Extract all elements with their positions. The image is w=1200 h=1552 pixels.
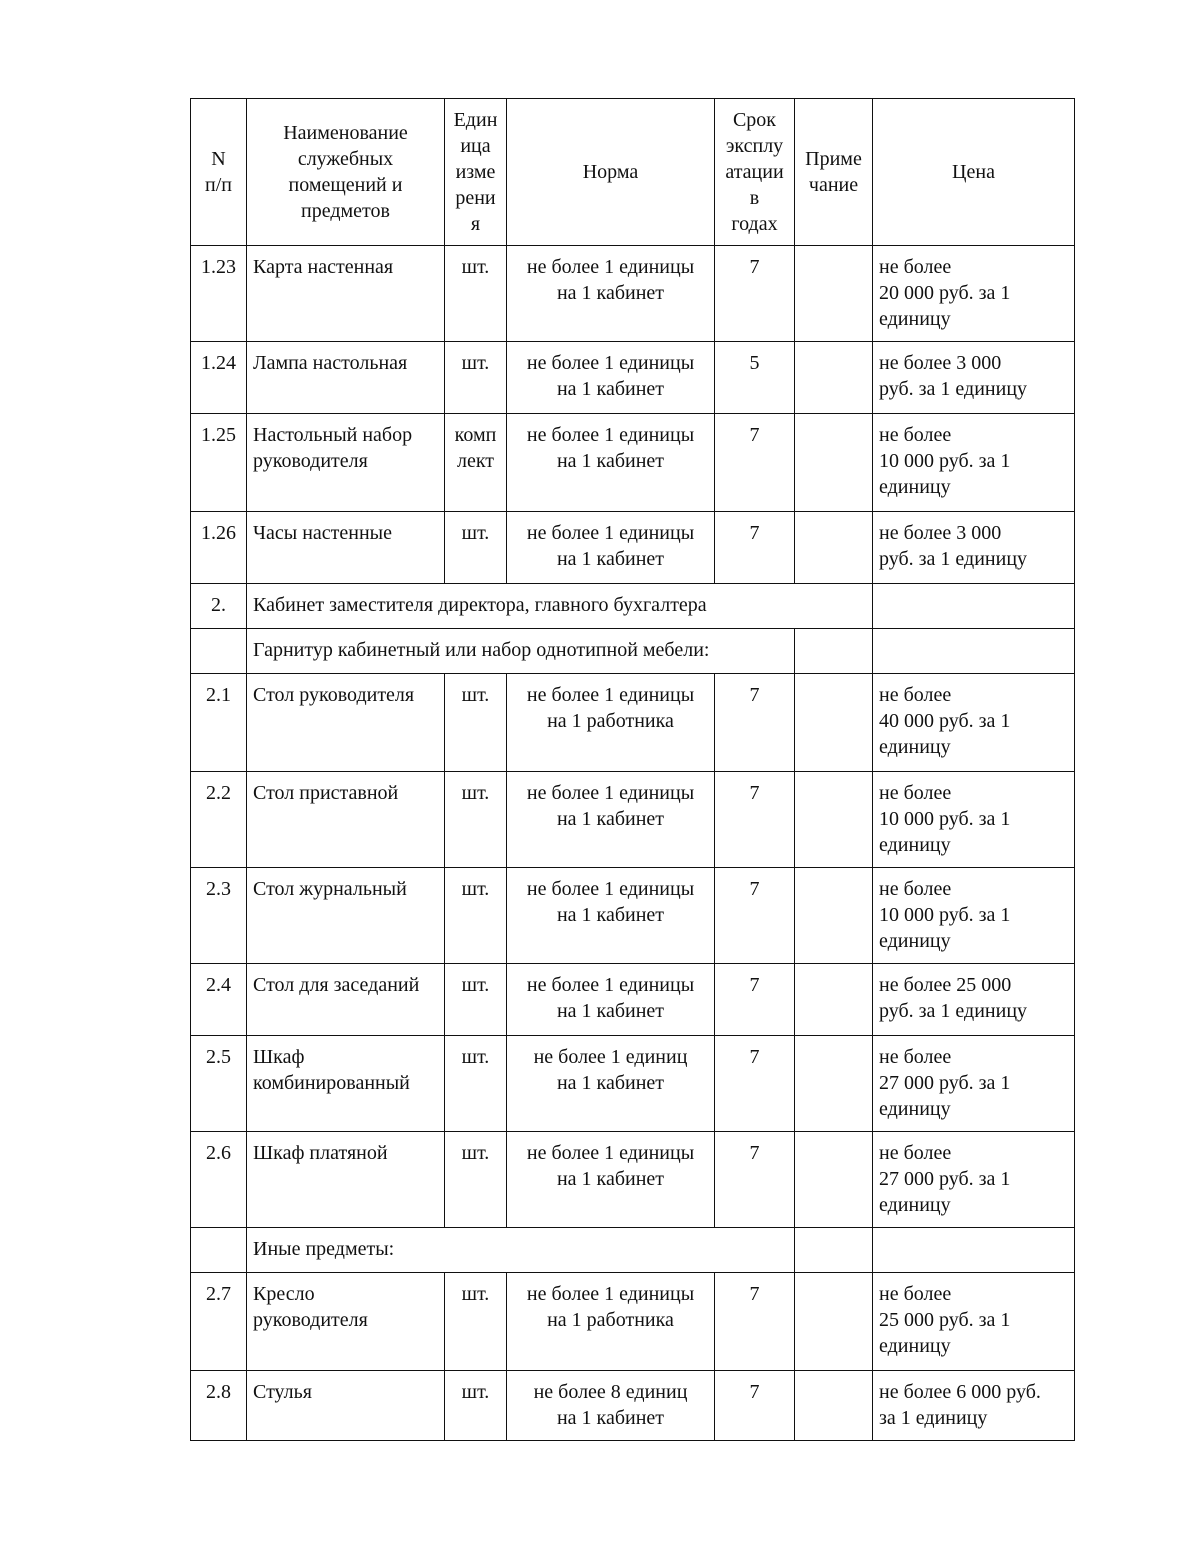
item-service-term: 7 <box>715 868 795 964</box>
item-norm: не более 1 единицы на 1 работника <box>507 1273 715 1371</box>
item-note <box>795 674 873 772</box>
table-row <box>191 1273 1075 1371</box>
item-note <box>795 772 873 868</box>
item-service-term: 7 <box>715 772 795 868</box>
header-note: Приме чание <box>795 99 873 246</box>
item-price: не более 10 000 руб. за 1 единицу <box>873 772 1075 868</box>
group-title: Гарнитур кабинетный или набор однотипной мебели: <box>247 629 795 674</box>
item-name: Стол для заседаний <box>247 964 445 1036</box>
table-body <box>191 246 1075 1441</box>
item-norm: не более 1 единицы на 1 кабинет <box>507 414 715 512</box>
item-service-term: 7 <box>715 1036 795 1132</box>
item-unit: шт. <box>445 342 507 414</box>
item-unit: комп лект <box>445 414 507 512</box>
item-note <box>795 414 873 512</box>
item-service-term: 7 <box>715 1371 795 1441</box>
item-name: Карта настенная <box>247 246 445 342</box>
item-price: не более 10 000 руб. за 1 единицу <box>873 868 1075 964</box>
table-row <box>191 414 1075 512</box>
section-price-cell <box>873 584 1075 629</box>
item-unit: шт. <box>445 964 507 1036</box>
header-num: N п/п <box>191 99 247 246</box>
row-number: 1.26 <box>191 512 247 584</box>
group-price-cell <box>873 629 1075 674</box>
item-price: не более 25 000 руб. за 1 единицу <box>873 964 1075 1036</box>
table-row <box>191 342 1075 414</box>
group-price-cell <box>873 1228 1075 1273</box>
group-row <box>191 1228 1075 1273</box>
item-service-term: 7 <box>715 414 795 512</box>
header-name: Наименование служебных помещений и предметов <box>247 99 445 246</box>
row-number: 1.25 <box>191 414 247 512</box>
group-title: Иные предметы: <box>247 1228 795 1273</box>
item-unit: шт. <box>445 1273 507 1371</box>
item-unit: шт. <box>445 772 507 868</box>
row-number: 2.5 <box>191 1036 247 1132</box>
header-price: Цена <box>873 99 1075 246</box>
table-row <box>191 772 1075 868</box>
item-price: не более 3 000 руб. за 1 единицу <box>873 512 1075 584</box>
row-number: 2.8 <box>191 1371 247 1441</box>
item-service-term: 7 <box>715 964 795 1036</box>
item-price: не более 20 000 руб. за 1 единицу <box>873 246 1075 342</box>
table-row <box>191 1132 1075 1228</box>
item-norm: не более 1 единицы на 1 кабинет <box>507 246 715 342</box>
table-row <box>191 964 1075 1036</box>
row-number: 2.1 <box>191 674 247 772</box>
item-price: не более 6 000 руб. за 1 единицу <box>873 1371 1075 1441</box>
row-number: 1.23 <box>191 246 247 342</box>
group-number-cell <box>191 1228 247 1273</box>
header-term: Срок эксплу атации в годах <box>715 99 795 246</box>
table-row <box>191 246 1075 342</box>
item-note <box>795 342 873 414</box>
row-number: 2.4 <box>191 964 247 1036</box>
item-unit: шт. <box>445 1132 507 1228</box>
item-note <box>795 512 873 584</box>
item-note <box>795 246 873 342</box>
item-norm: не более 1 единицы на 1 кабинет <box>507 964 715 1036</box>
section-row <box>191 584 1075 629</box>
item-service-term: 5 <box>715 342 795 414</box>
item-note <box>795 1273 873 1371</box>
table-row <box>191 674 1075 772</box>
item-name: Кресло руководителя <box>247 1273 445 1371</box>
norms-table <box>190 98 1075 1441</box>
item-price: не более 27 000 руб. за 1 единицу <box>873 1132 1075 1228</box>
table-row <box>191 512 1075 584</box>
item-name: Шкаф платяной <box>247 1132 445 1228</box>
item-norm: не более 1 единиц на 1 кабинет <box>507 1036 715 1132</box>
group-row <box>191 629 1075 674</box>
group-note-cell <box>795 1228 873 1273</box>
item-norm: не более 1 единицы на 1 кабинет <box>507 512 715 584</box>
row-number: 2.6 <box>191 1132 247 1228</box>
header-unit: Един ица изме рени я <box>445 99 507 246</box>
item-service-term: 7 <box>715 674 795 772</box>
item-unit: шт. <box>445 1371 507 1441</box>
item-price: не более 40 000 руб. за 1 единицу <box>873 674 1075 772</box>
item-name: Лампа настольная <box>247 342 445 414</box>
item-name: Стол руководителя <box>247 674 445 772</box>
group-note-cell <box>795 629 873 674</box>
item-price: не более 10 000 руб. за 1 единицу <box>873 414 1075 512</box>
item-note <box>795 1371 873 1441</box>
header-norm: Норма <box>507 99 715 246</box>
item-price: не более 27 000 руб. за 1 единицу <box>873 1036 1075 1132</box>
row-number: 1.24 <box>191 342 247 414</box>
section-title: Кабинет заместителя директора, главного бухгалтера <box>247 584 873 629</box>
item-name: Часы настенные <box>247 512 445 584</box>
row-number: 2.7 <box>191 1273 247 1371</box>
item-note <box>795 1036 873 1132</box>
item-price: не более 3 000 руб. за 1 единицу <box>873 342 1075 414</box>
item-unit: шт. <box>445 674 507 772</box>
item-price: не более 25 000 руб. за 1 единицу <box>873 1273 1075 1371</box>
table-row <box>191 868 1075 964</box>
item-norm: не более 1 единицы на 1 кабинет <box>507 772 715 868</box>
item-norm: не более 8 единиц на 1 кабинет <box>507 1371 715 1441</box>
group-number-cell <box>191 629 247 674</box>
item-note <box>795 868 873 964</box>
section-number: 2. <box>191 584 247 629</box>
item-name: Шкаф комбинированный <box>247 1036 445 1132</box>
item-unit: шт. <box>445 1036 507 1132</box>
item-norm: не более 1 единицы на 1 работника <box>507 674 715 772</box>
item-unit: шт. <box>445 868 507 964</box>
item-name: Стол приставной <box>247 772 445 868</box>
item-name: Стол журнальный <box>247 868 445 964</box>
item-unit: шт. <box>445 512 507 584</box>
table-header-row <box>191 99 1075 246</box>
item-norm: не более 1 единицы на 1 кабинет <box>507 1132 715 1228</box>
item-norm: не более 1 единицы на 1 кабинет <box>507 342 715 414</box>
item-service-term: 7 <box>715 512 795 584</box>
item-service-term: 7 <box>715 246 795 342</box>
item-norm: не более 1 единицы на 1 кабинет <box>507 868 715 964</box>
row-number: 2.3 <box>191 868 247 964</box>
item-note <box>795 964 873 1036</box>
item-name: Настольный набор руководителя <box>247 414 445 512</box>
table-row <box>191 1371 1075 1441</box>
item-note <box>795 1132 873 1228</box>
item-service-term: 7 <box>715 1273 795 1371</box>
item-unit: шт. <box>445 246 507 342</box>
item-name: Стулья <box>247 1371 445 1441</box>
row-number: 2.2 <box>191 772 247 868</box>
item-service-term: 7 <box>715 1132 795 1228</box>
table-row <box>191 1036 1075 1132</box>
